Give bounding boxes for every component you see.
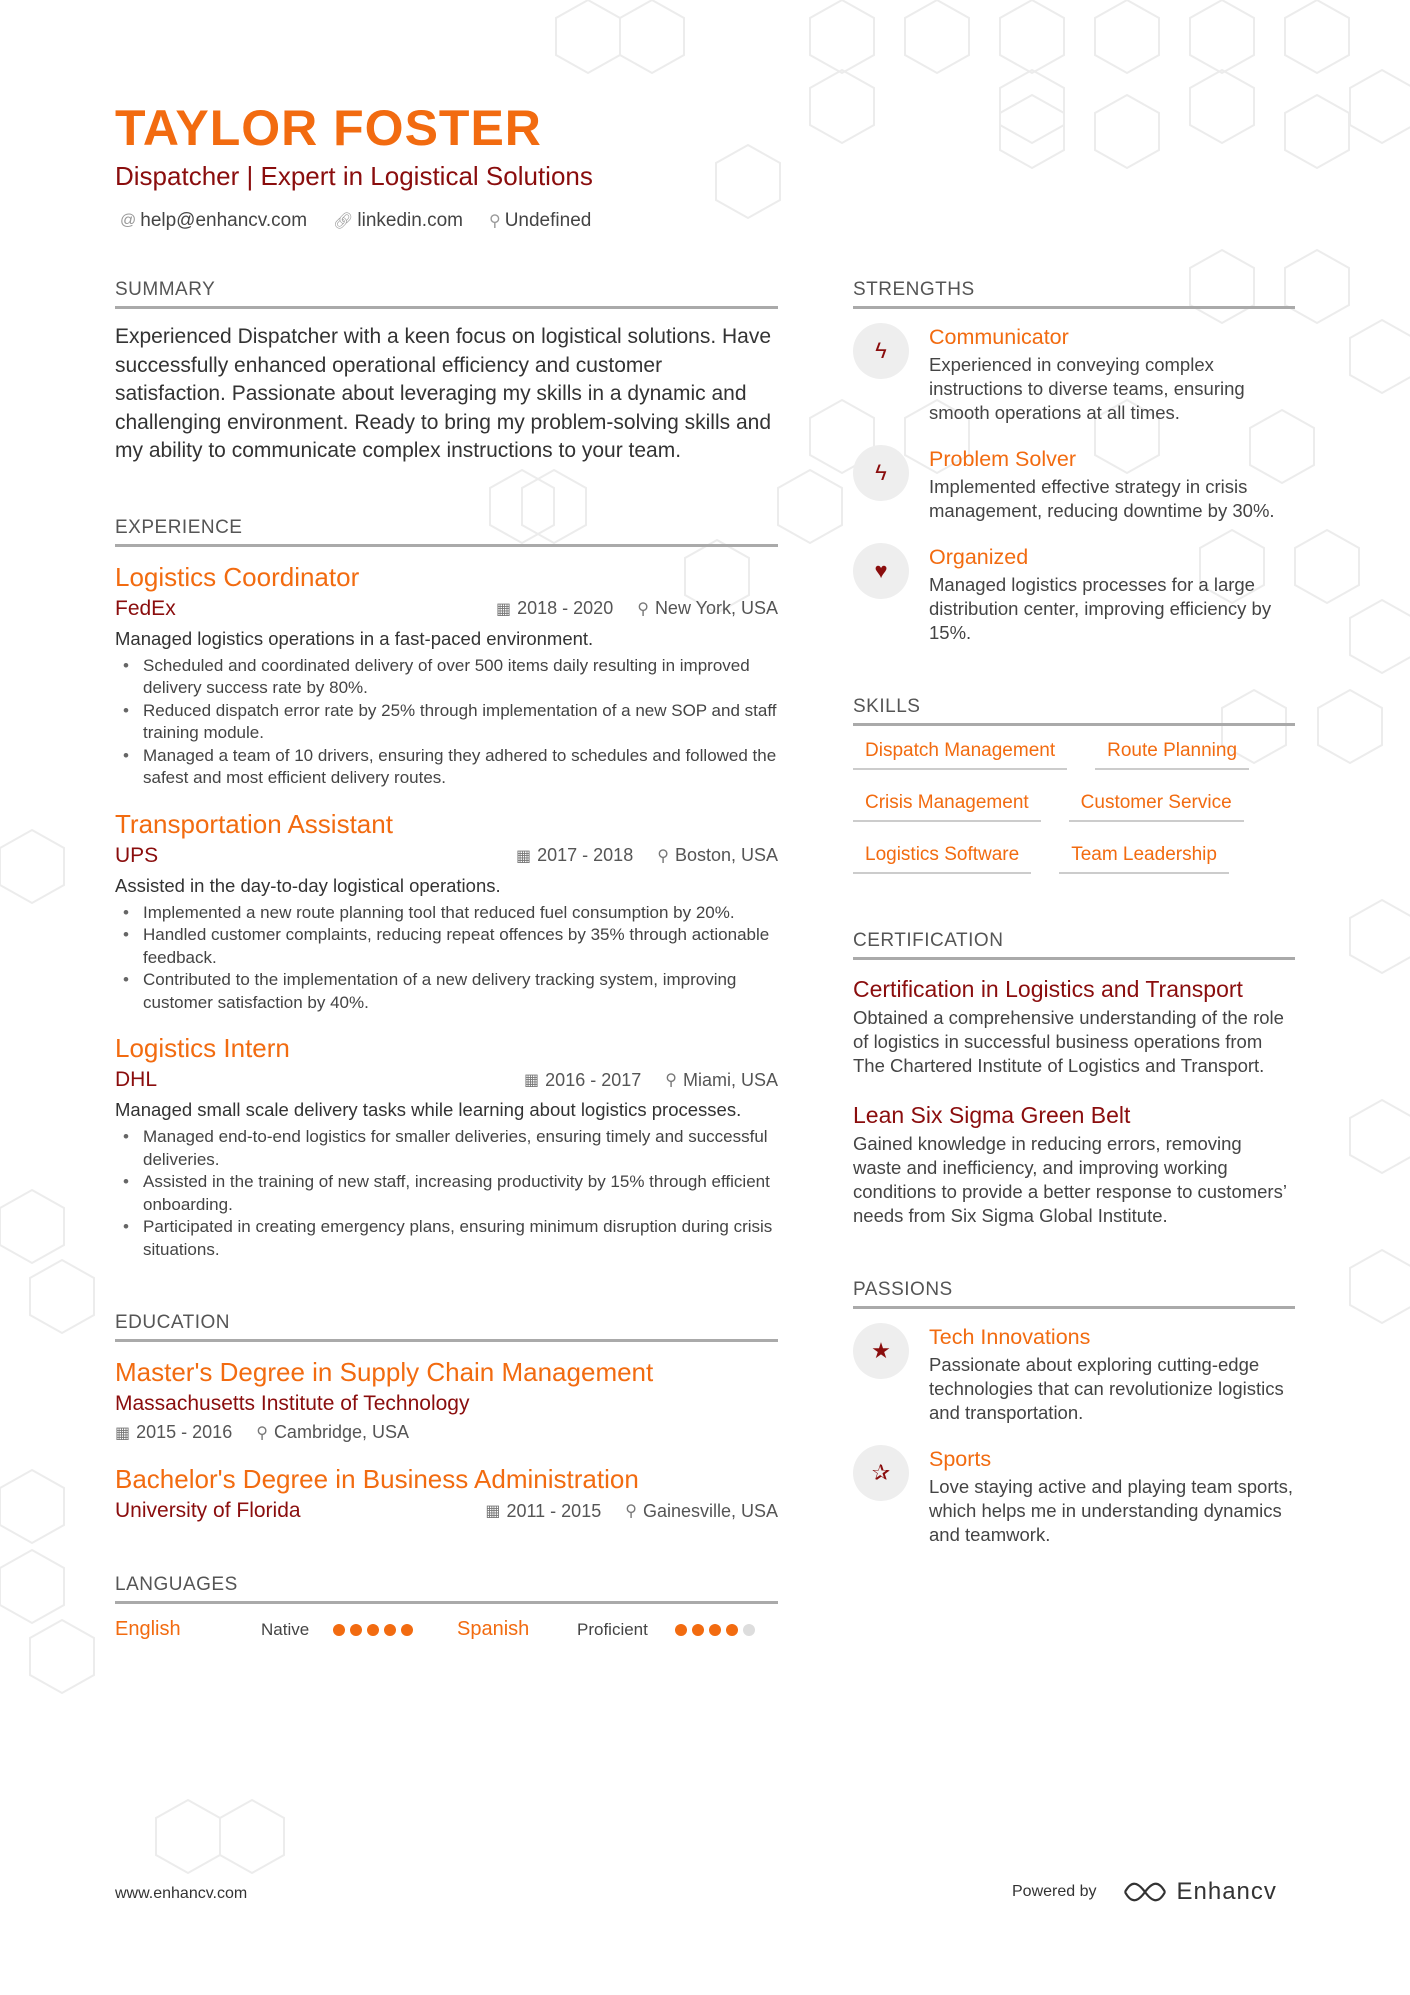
certification-description: Obtained a comprehensive understanding of the role of logistics in successful business operations from The Chartered Institute of Logistics and Transport. — [853, 1007, 1284, 1076]
skill-tag: Team Leadership — [1059, 844, 1229, 874]
job-bullet: • Implemented a new route planning tool that reduced fuel consumption by 20%. — [143, 902, 778, 925]
strengths-heading: STRENGTHS — [853, 278, 1295, 309]
rating-dot — [350, 1624, 362, 1636]
contact-linkedin[interactable] — [333, 210, 463, 232]
calendar-icon: ▦ — [496, 600, 512, 618]
job-description: Assisted in the day-to-day logistical operations. — [115, 874, 501, 896]
company-name: UPS — [115, 843, 159, 867]
job-bullet: • Participated in creating emergency plans, ensuring minimum disruption during crisis situations. — [143, 1216, 778, 1261]
job-bullet: • Contributed to the implementation of a new delivery tracking system, improving customer satisfaction by 40%. — [143, 969, 778, 1014]
job-bullet: • Reduced dispatch error rate by 25% through implementation of a new SOP and staff training module. — [143, 700, 778, 745]
strength-item — [853, 445, 1295, 523]
education-dates: 2015 - 2016 — [136, 1422, 233, 1442]
job-bullet: • Scheduled and coordinated delivery of over 500 items daily resulting in improved delivery success rate by 80%. — [143, 655, 778, 700]
summary-heading: SUMMARY — [115, 278, 778, 309]
job-description: Managed small scale delivery tasks while learning about logistics processes. — [115, 1099, 742, 1120]
candidate-name: TAYLOR FOSTER — [115, 100, 542, 156]
rating-dot — [333, 1624, 345, 1636]
right-column — [853, 278, 1295, 1567]
strength-title: Communicator — [929, 325, 1069, 349]
candidate-tagline: Dispatcher | Expert in Logistical Solutions — [115, 161, 593, 191]
skill-tag: Customer Service — [1069, 792, 1244, 822]
rating-dot — [726, 1624, 738, 1636]
location-pin-icon: ⚲ — [637, 600, 649, 618]
experience-item — [115, 1032, 778, 1261]
heart-icon: ♥ — [874, 558, 888, 583]
job-bullet: • Managed a team of 10 drivers, ensuring they adhered to schedules and followed the safest and most efficient delivery routes. — [143, 745, 778, 790]
powered-by-text: Powered by — [1012, 1883, 1097, 1900]
languages-row — [115, 1618, 778, 1641]
summary-text: Experienced Dispatcher with a keen focus on logistical solutions. Have successfully enhanced operational efficiency and customer satisfaction. Passionate about leveraging my skills in a dynamic and challenging environment. Ready to bring my problem-solving skills and my ability to communicate complex instructions to your team. — [115, 325, 772, 462]
strength-description: Experienced in conveying complex instructions to diverse teams, ensuring smooth operations at all times. — [929, 354, 1245, 423]
passion-description: Passionate about exploring cutting-edge technologies that can revolutionize logistics and transportation. — [929, 1354, 1284, 1423]
job-location: New York, USA — [654, 598, 778, 618]
location-pin-icon: ⚲ — [488, 213, 501, 230]
language-rating — [675, 1624, 755, 1636]
skill-tag: Dispatch Management — [853, 740, 1067, 770]
company-name: FedEx — [115, 596, 176, 620]
job-title: Logistics Intern — [115, 1033, 290, 1063]
certification-title: Lean Six Sigma Green Belt — [853, 1102, 1131, 1128]
education-heading: EDUCATION — [115, 1311, 778, 1342]
passion-description: Love staying active and playing team sports, which helps me in understanding dynamics and teamwork. — [929, 1476, 1294, 1545]
rating-dot — [367, 1624, 379, 1636]
skill-tag: Route Planning — [1095, 740, 1249, 770]
certification-item — [853, 1100, 1295, 1228]
certification-item — [853, 974, 1295, 1078]
location-pin-icon: ⚲ — [665, 1072, 677, 1089]
enhancv-logo[interactable] — [1123, 1878, 1277, 1906]
email-text: help@enhancv.com — [140, 210, 308, 231]
rating-dot — [384, 1624, 396, 1636]
contact-email[interactable] — [120, 210, 307, 232]
company-name: DHL — [115, 1068, 158, 1091]
job-dates: 2016 - 2017 — [545, 1069, 642, 1090]
experience-item — [115, 561, 778, 790]
bolt-icon: ϟ — [875, 460, 887, 485]
job-title: Logistics Coordinator — [115, 561, 360, 592]
star-outline-icon: ✰ — [871, 1460, 891, 1485]
calendar-icon: ▦ — [516, 847, 532, 865]
brand-name: Enhancv — [1176, 1878, 1277, 1905]
calendar-icon: ▦ — [524, 1072, 540, 1089]
skills-list — [853, 740, 1295, 874]
language-level: Proficient — [577, 1619, 648, 1639]
education-item — [115, 1463, 778, 1523]
strength-title: Organized — [929, 545, 1029, 569]
degree-title: Bachelor's Degree in Business Administration — [115, 1464, 639, 1494]
experience-heading: EXPERIENCE — [115, 516, 778, 547]
enhancv-logo-icon — [1123, 1881, 1167, 1903]
certification-heading: CERTIFICATION — [853, 929, 1295, 960]
passion-item — [853, 1323, 1295, 1425]
link-icon: 🔗︎ — [333, 213, 354, 230]
strength-item — [853, 543, 1295, 645]
footer-website[interactable]: www.enhancv.com — [115, 1885, 248, 1902]
passion-item — [853, 1445, 1295, 1547]
job-dates: 2017 - 2018 — [537, 845, 634, 865]
education-item — [115, 1356, 778, 1443]
experience-item — [115, 808, 778, 1015]
strength-title: Problem Solver — [929, 447, 1076, 471]
strength-description: Managed logistics processes for a large distribution center, improving efficiency by 15%. — [929, 574, 1272, 643]
contact-location — [489, 210, 591, 232]
rating-dot — [692, 1624, 704, 1636]
rating-dot — [401, 1624, 413, 1636]
footer-branding — [1012, 1878, 1277, 1906]
education-location: Cambridge, USA — [273, 1422, 409, 1442]
language-rating — [333, 1624, 413, 1636]
passion-title: Sports — [929, 1447, 992, 1471]
certification-title: Certification in Logistics and Transport — [853, 976, 1243, 1002]
strength-description: Implemented effective strategy in crisis management, reducing downtime by 30%. — [929, 476, 1275, 521]
job-title: Transportation Assistant — [115, 808, 393, 839]
school-name: Massachusetts Institute of Technology — [115, 1392, 470, 1415]
language-name: English — [115, 1618, 181, 1640]
school-name: University of Florida — [115, 1499, 301, 1522]
job-location: Miami, USA — [682, 1069, 778, 1090]
location-pin-icon: ⚲ — [657, 847, 669, 865]
skill-tag: Crisis Management — [853, 792, 1041, 822]
job-bullet: • Managed end-to-end logistics for smaller deliveries, ensuring timely and successful deliveries. — [143, 1126, 778, 1171]
language-name: Spanish — [457, 1618, 530, 1640]
linkedin-text: linkedin.com — [357, 210, 463, 231]
education-dates: 2011 - 2015 — [506, 1500, 602, 1521]
rating-dot — [675, 1624, 687, 1636]
languages-heading: LANGUAGES — [115, 1573, 778, 1604]
at-icon: @ — [120, 212, 137, 229]
education-location: Gainesville, USA — [642, 1500, 778, 1521]
passion-title: Tech Innovations — [929, 1325, 1091, 1349]
job-bullet: • Handled customer complaints, reducing repeat offences by 35% through actionable feedback. — [143, 924, 778, 969]
job-dates: 2018 - 2020 — [517, 598, 614, 618]
skill-tag: Logistics Software — [853, 844, 1031, 874]
left-column — [115, 278, 778, 1641]
skills-heading: SKILLS — [853, 695, 1295, 726]
calendar-icon: ▦ — [485, 1503, 501, 1520]
job-description: Managed logistics operations in a fast-paced environment. — [115, 627, 594, 649]
location-text: Undefined — [504, 210, 592, 231]
location-pin-icon: ⚲ — [625, 1503, 637, 1520]
strength-item — [853, 323, 1295, 425]
contact-bar — [120, 210, 591, 232]
passions-heading: PASSIONS — [853, 1278, 1295, 1309]
location-pin-icon: ⚲ — [256, 1424, 268, 1442]
rating-dot — [709, 1624, 721, 1636]
job-location: Boston, USA — [674, 845, 778, 865]
rating-dot — [743, 1624, 755, 1636]
bolt-icon: ϟ — [875, 338, 887, 363]
certification-description: Gained knowledge in reducing errors, removing waste and inefficiency, and improving working conditions to provide a better response to customers’ needs from Six Sigma Global Institute. — [853, 1133, 1287, 1226]
degree-title: Master's Degree in Supply Chain Management — [115, 1357, 654, 1387]
calendar-icon: ▦ — [115, 1424, 131, 1442]
job-bullet: • Assisted in the training of new staff, increasing productivity by 15% through efficient onboarding. — [143, 1171, 778, 1216]
star-icon: ★ — [871, 1338, 891, 1363]
language-level: Native — [261, 1619, 310, 1639]
